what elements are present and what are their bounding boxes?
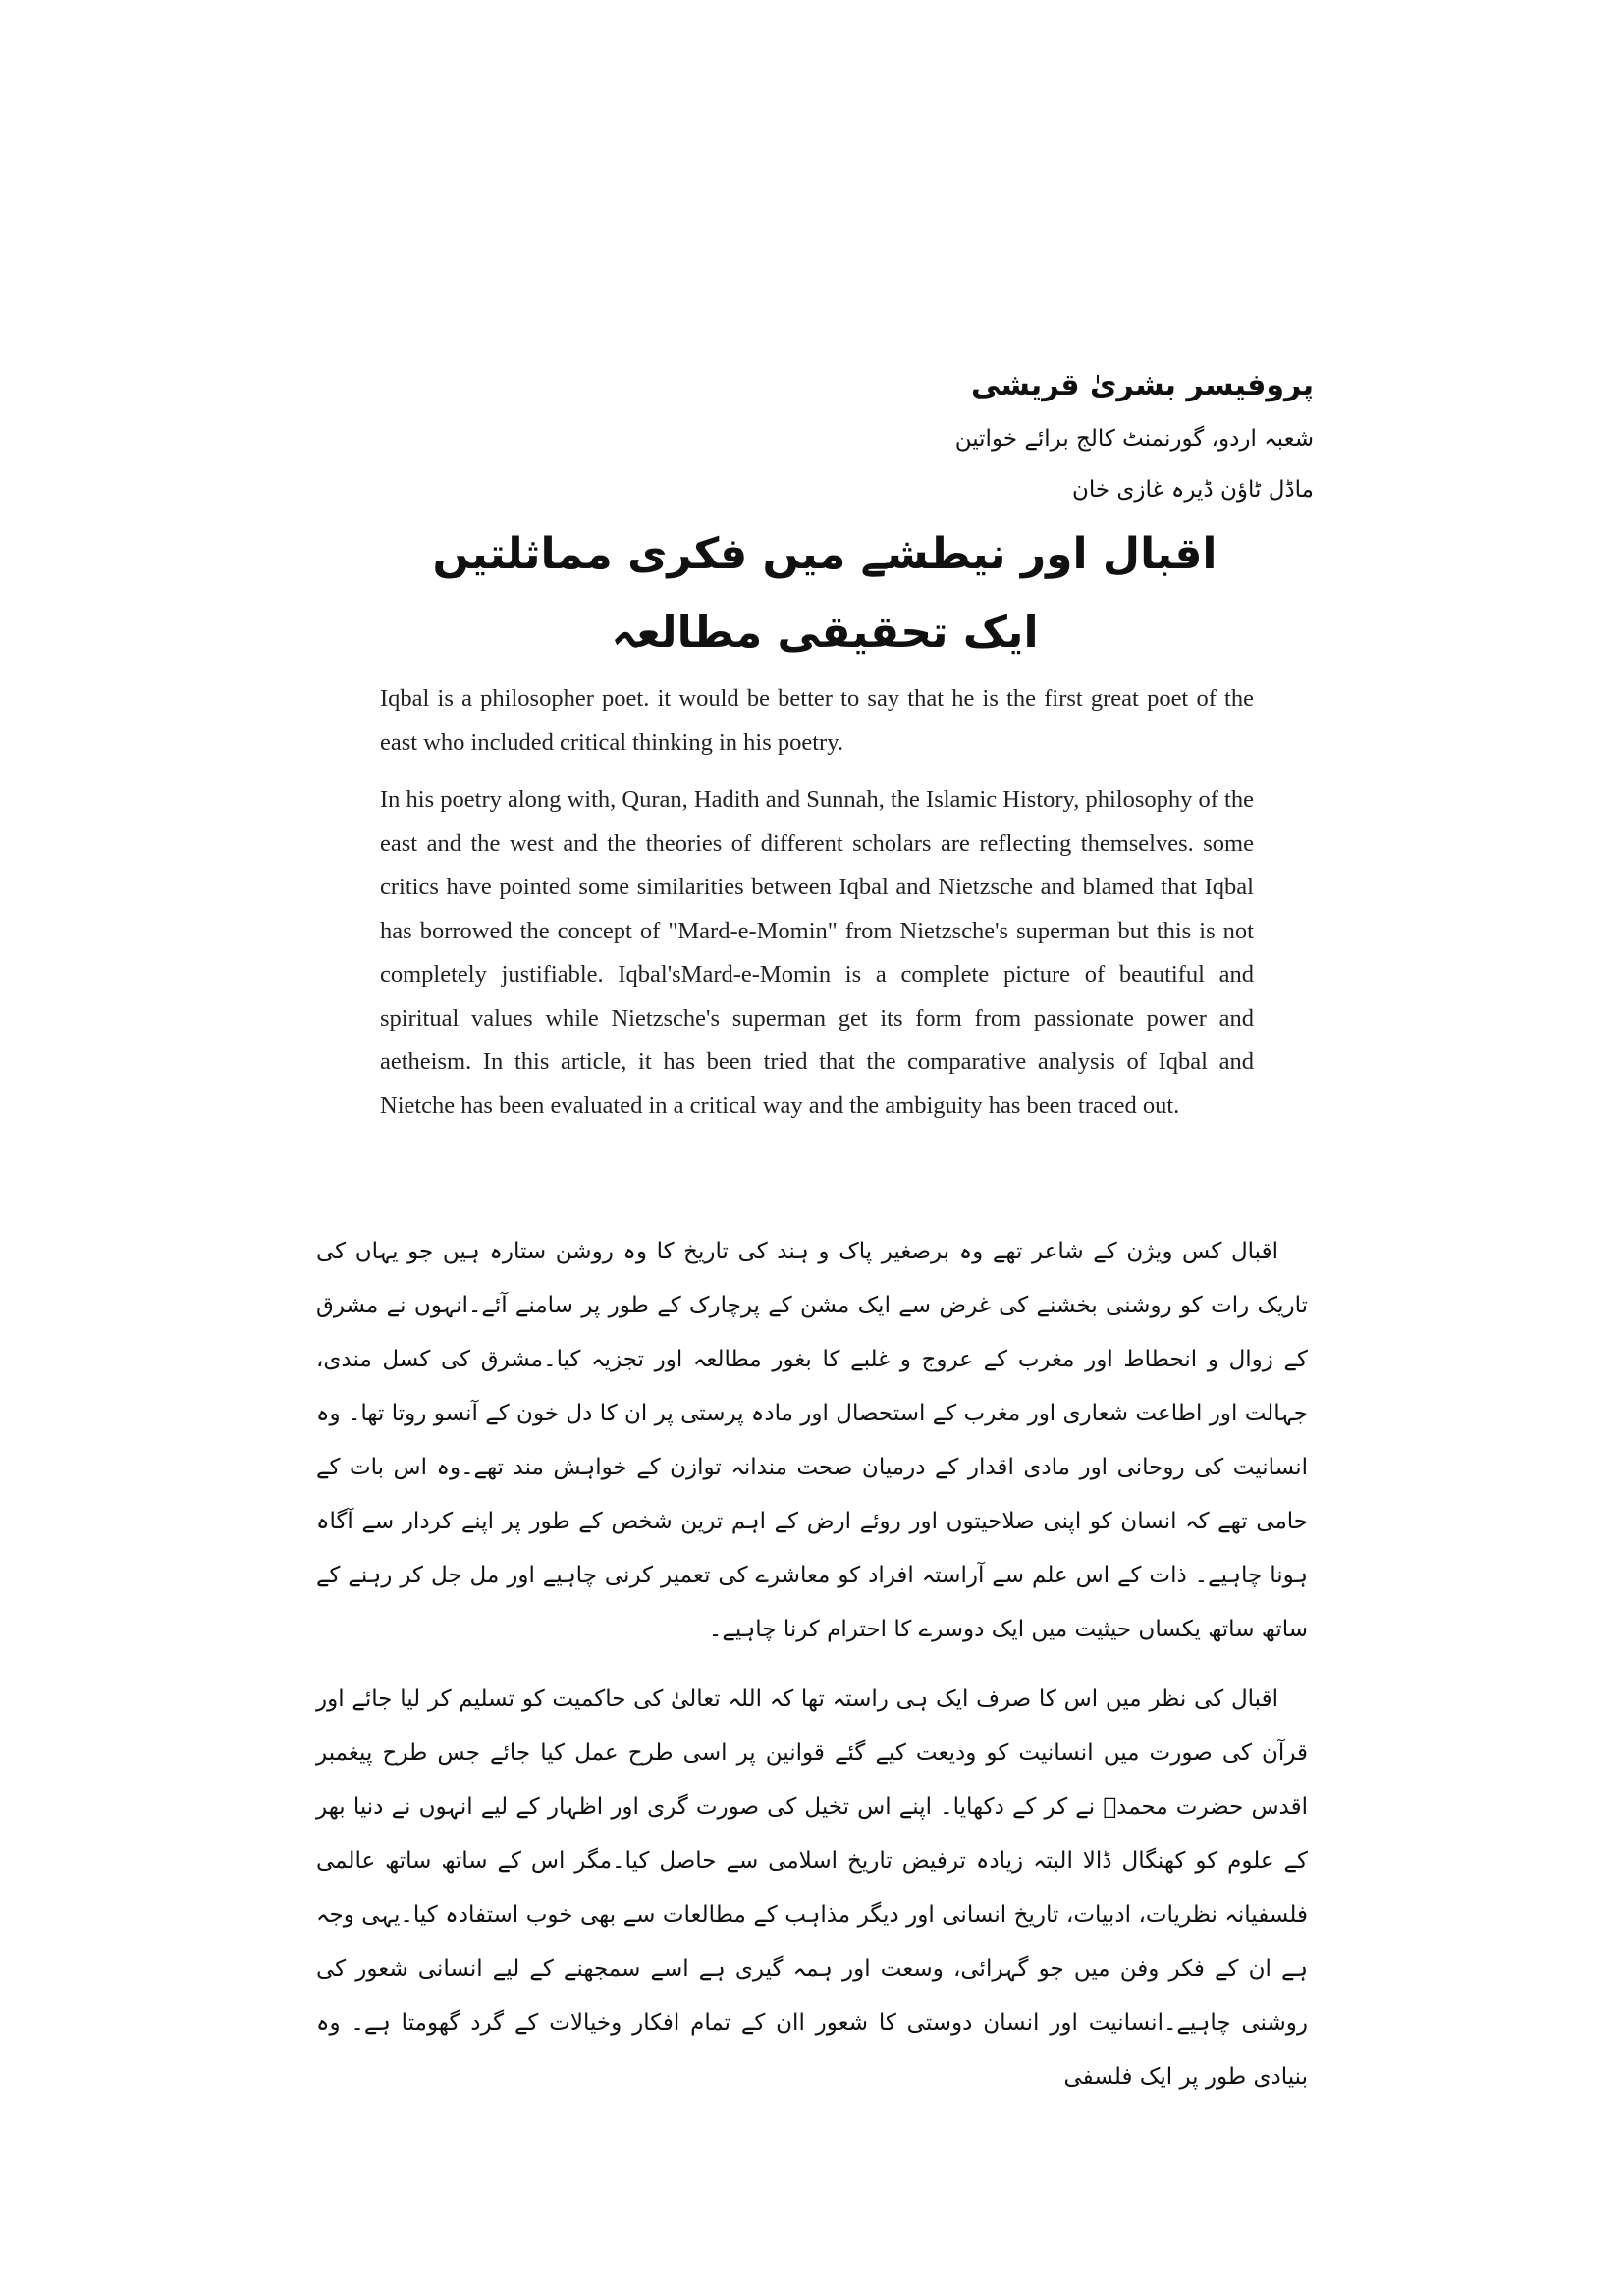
body-paragraph: اقبال کس ویژن کے شاعر تھے وہ برصغیر پاک و ہند کی تاریخ کا وہ روشن ستارہ ہیں جو یہاں کی تاریک رات کو روشنی بخشنے کی غرض سے ایک مشن کے پرچارک کے طور پر سامنے آئے۔انہوں نے مشرق کے زوال و انحطاط اور مغرب کے عروج و غلبے کا بغور مطالعہ اور تجزیہ کیا۔مشرق کی کسل مندی، جہالت اور اطاعت شعاری اور مغرب کے استحصال اور مادہ پرستی پر ان کا دل خون کے آنسو روتا تھا۔ وہ انسانیت کی روحانی اور مادی اقدار کے درمیان صحت مندانہ توازن کے خواہش مند تھے۔وہ اس بات کے حامی تھے کہ انسان کو اپنی صلاحیتوں اور روئے ارض کے اہم ترین شخص کے طور پر اپنے کردار سے آگاہ ہونا چاہیے۔ ذات کے اس علم سے آراستہ افراد کو معاشرے کی تعمیر کرنی چاہیے اور مل جل کر رہنے کے ساتھ ساتھ یکساں حیثیت میں ایک دوسرے کا احترام کرنا چاہیے۔ bbox=[316, 1239, 1308, 1642]
body-paragraph: اقبال کی نظر میں اس کا صرف ایک ہی راستہ تھا کہ اللہ تعالیٰ کی حاکمیت کو تسلیم کر لیا جائے اور قرآن کی صورت میں انسانیت کو ودیعت کیے گئے قوانین پر اسی طرح عمل کیا جائے جس طرح پیغمبر اقدس حضرت محمدؐ نے کر کے دکھایا۔ اپنے اس تخیل کی صورت گری اور اظہار کے لیے انہوں نے دنیا بھر کے علوم کو کھنگال ڈالا البتہ زیادہ ترفیض تاریخ اسلامی سے حاصل کیا۔مگر اس کے ساتھ ساتھ عالمی فلسفیانہ نظریات، ادبیات، تاریخ انسانی اور دیگر مذاہب کے مطالعات سے بھی خوب استفادہ کیا۔یہی وجہ ہے ان کے فکر وفن میں جو گہرائی، وسعت اور ہمہ گیری ہے اسے سمجھنے کے لیے انسانی شعور کی روشنی چاہیے۔انسانیت اور انسان دوستی کا شعور اان کے تمام افکار وخیالات کے گرد گھومتا ہے۔ وہ بنیادی طور پر ایک فلسفی bbox=[316, 1686, 1308, 2090]
author-location: ماڈل ٹاؤن ڈیرہ غازی خان bbox=[1071, 477, 1314, 503]
article-title: اقبال اور نیطشے میں فکری مماثلتیں ایک تحقیقی مطالعہ bbox=[432, 529, 1217, 658]
urdu-body-text bbox=[316, 1225, 1308, 2120]
abstract-paragraph: In his poetry along with, Quran, Hadith and Sunnah, the Islamic History, philosophy of the east and the west and the theories of different scholars are reflecting themselves. some critics have pointed some similarities between Iqbal and Nietzsche and blamed that Iqbal has borrowed the concept of "Mard-e-Momin" from Nietzsche's superman but this is not completely justifiable. Iqbal'sMard-e-Momin is a complete picture of beautiful and spiritual values while Nietzsche's superman get its form from passionate power and aetheism. In this article, it has been tried that the comparative analysis of Iqbal and Nietche has been evaluated in a critical way and the ambiguity has been traced out. bbox=[380, 786, 1254, 1119]
abstract-paragraph: Iqbal is a philosopher poet. it would be better to say that he is the first great poet of the east who included critical thinking in his poetry. bbox=[380, 685, 1254, 756]
author-block bbox=[626, 358, 1314, 515]
author-name: پروفیسر بشریٰ قریشی bbox=[971, 368, 1314, 402]
english-abstract bbox=[380, 677, 1254, 1142]
author-department: شعبہ اردو، گورنمنٹ کالج برائے خواتین bbox=[954, 426, 1314, 452]
